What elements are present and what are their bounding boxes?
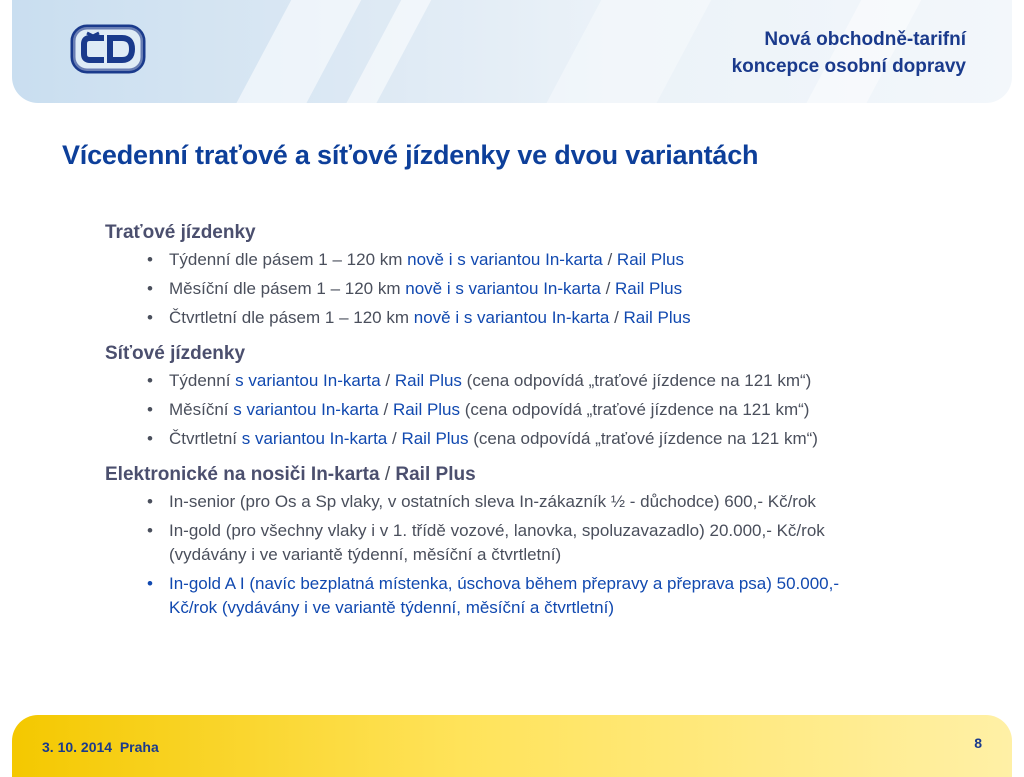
list-item: • Měsíční s variantou In-karta / Rail Plus (cena odpovídá „traťové jízdence na 121 km“) (147, 398, 965, 422)
list-item-highlighted: • In-gold A I (navíc bezplatná místenka, úschova během přepravy a přeprava psa) 50.000,- Kč/rok (vydávány i ve variantě týdenní, měsíční a čtvrtletní) (147, 572, 965, 620)
presentation-title (732, 26, 966, 80)
header-decor-stripe (227, 0, 366, 103)
footer-date: 3. 10. 2014 Praha (42, 739, 159, 755)
section-heading: Traťové jízdenky (105, 222, 256, 243)
presentation-title-line1: Nová obchodně-tarifní (764, 29, 966, 50)
slide-title: Vícedenní traťové a síťové jízdenky ve dvou variantách (62, 140, 759, 170)
section-heading: Elektronické na nosiči In-karta / Rail Plus (105, 464, 476, 485)
list-item: • Čtvrtletní s variantou In-karta / Rail Plus (cena odpovídá „traťové jízdence na 121 km“) (147, 427, 965, 451)
cd-logo-icon (70, 24, 146, 74)
section-heading: Síťové jízdenky (105, 343, 246, 364)
header-banner (12, 0, 1012, 103)
list-item: • Týdenní s variantou In-karta / Rail Plus (cena odpovídá „traťové jízdence na 121 km“) (147, 369, 965, 393)
presentation-title-line2: koncepce osobní dopravy (731, 56, 966, 77)
list-item: • Čtvrtletní dle pásem 1 – 120 km nově i s variantou In-karta / Rail Plus (147, 306, 965, 330)
section-elektronicke (105, 462, 965, 620)
list-item: • Týdenní dle pásem 1 – 120 km nově i s variantou In-karta / Rail Plus (147, 248, 965, 272)
section-trat-jizdenky (105, 220, 965, 330)
bullet-list (105, 369, 965, 451)
bullet-list (105, 490, 965, 620)
bullet-list (105, 248, 965, 330)
slide-content (105, 220, 965, 631)
section-sitove-jizdenky (105, 341, 965, 451)
list-item: • Měsíční dle pásem 1 – 120 km nově i s variantou In-karta / Rail Plus (147, 277, 965, 301)
header-decor-stripe (537, 0, 716, 103)
list-item: • In-senior (pro Os a Sp vlaky, v ostatních sleva In-zákazník ½ - důchodce) 600,- Kč/rok (147, 490, 965, 514)
list-item: • In-gold (pro všechny vlaky i v 1. třídě vozové, lanovka, spoluzavazadlo) 20.000,- Kč/rok (vydávány i ve variantě týdenní, měsíční a čtvrtletní) (147, 519, 965, 567)
page-number: 8 (974, 735, 982, 751)
